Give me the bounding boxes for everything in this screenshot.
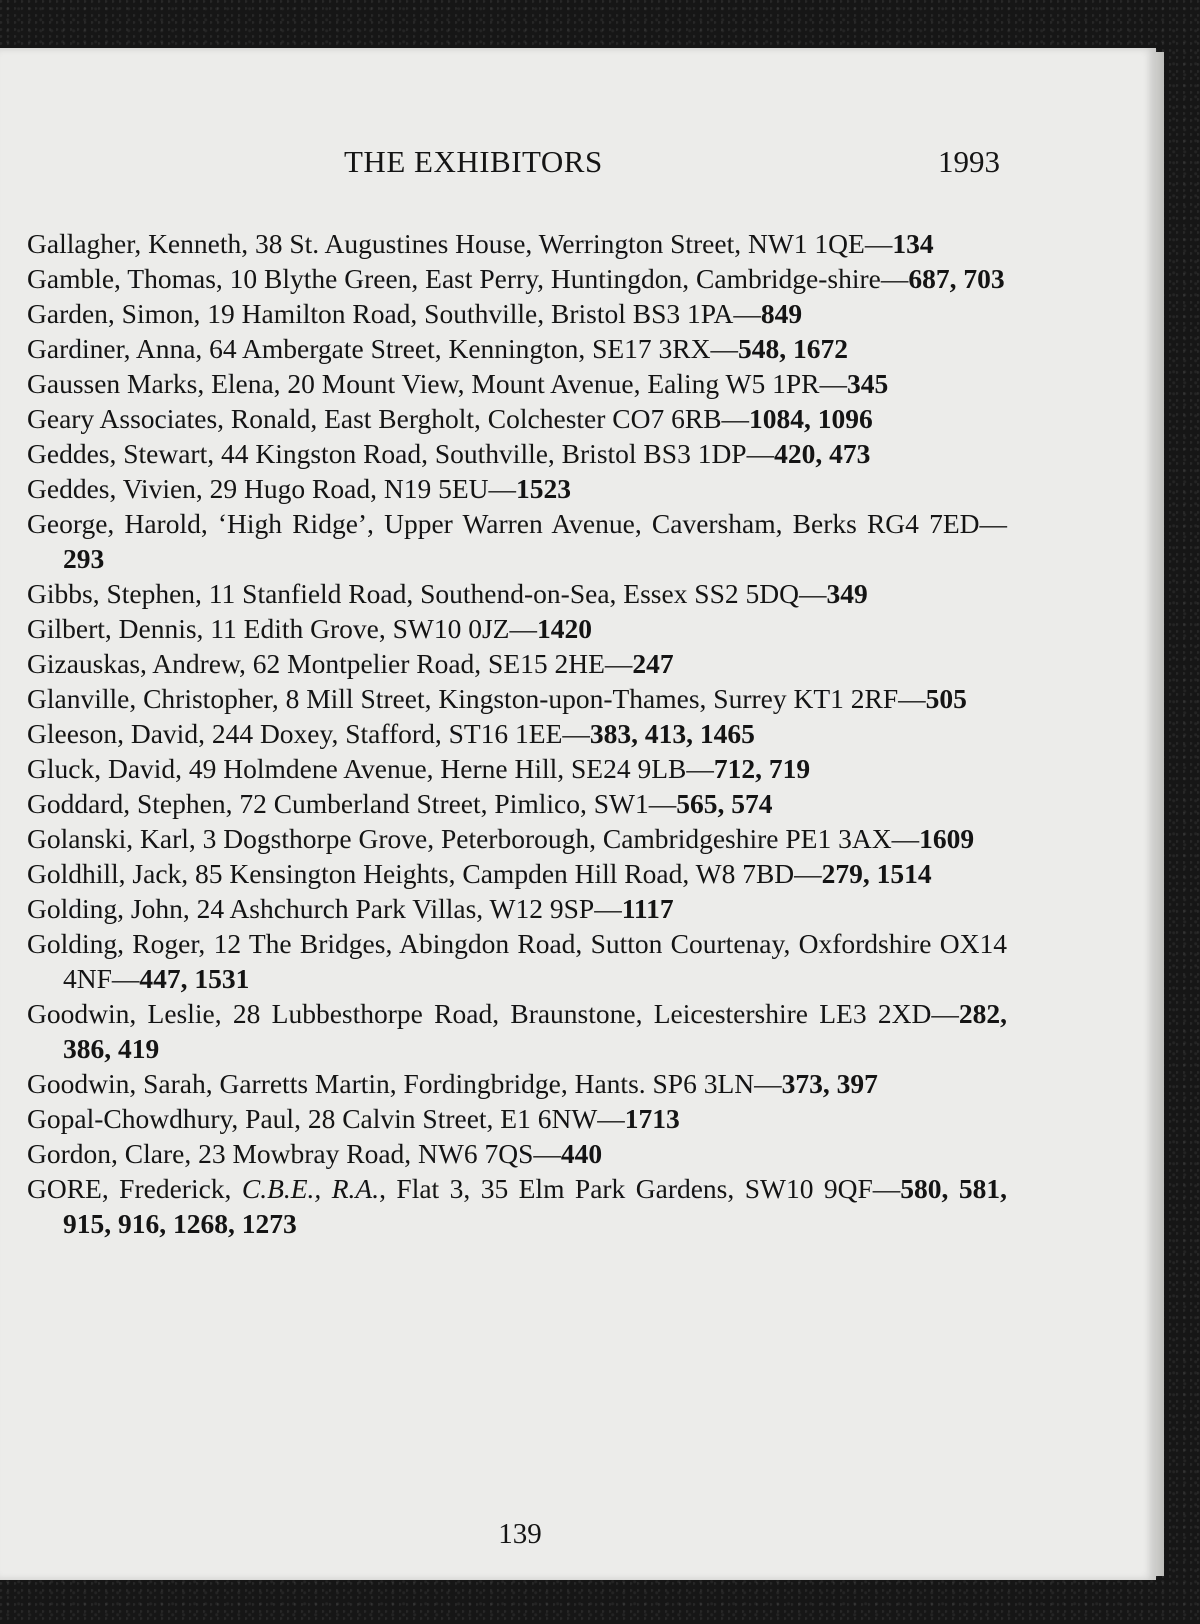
entry-numbers: 712, 719 xyxy=(713,753,811,784)
exhibitor-entry xyxy=(27,366,1007,401)
exhibitor-entry xyxy=(27,471,1007,506)
entry-numbers: 548, 1672 xyxy=(738,333,848,364)
book-page xyxy=(0,48,1156,1580)
entry-text: Geddes, Stewart, 44 Kingston Road, Southville, Bristol BS3 1DP— xyxy=(27,438,775,469)
entry-numbers: 383, 413, 1465 xyxy=(589,718,755,749)
exhibitor-entry xyxy=(27,226,1007,261)
exhibitor-entry xyxy=(27,646,1007,681)
entry-text: Gallagher, Kenneth, 38 St. Augustines House, Werrington Street, NW1 1QE— xyxy=(27,228,893,259)
page-number: 139 xyxy=(498,1518,542,1550)
entry-honours: C.B.E., R.A. xyxy=(241,1173,380,1204)
entry-text: Gluck, David, 49 Holmdene Avenue, Herne Hill, SE24 9LB— xyxy=(27,753,714,784)
exhibitor-entry xyxy=(27,331,1007,366)
exhibitor-entry xyxy=(27,751,1007,786)
entry-numbers: 282, 386, 419 xyxy=(63,998,1007,1064)
exhibitor-entry xyxy=(27,1101,1007,1136)
exhibitor-entry xyxy=(27,506,1007,576)
entry-text: Golding, John, 24 Ashchurch Park Villas, W12 9SP— xyxy=(27,893,622,924)
exhibitor-list xyxy=(27,226,1007,1241)
exhibitor-entry xyxy=(27,821,1007,856)
entry-numbers: 687, 703 xyxy=(908,263,1005,294)
entry-numbers: 440 xyxy=(560,1138,603,1169)
entry-numbers: 565, 574 xyxy=(676,788,773,819)
header-year: 1993 xyxy=(938,144,1000,179)
entry-numbers: 580, 581, 915, 916, 1268, 1273 xyxy=(63,1173,1007,1239)
entry-text: George, Harold, ‘High Ridge’, Upper Warren Avenue, Caversham, Berks RG4 7ED— xyxy=(27,508,1007,539)
entry-numbers: 373, 397 xyxy=(781,1068,878,1099)
header-title: THE EXHIBITORS xyxy=(344,144,603,179)
exhibitor-entry xyxy=(27,716,1007,751)
exhibitor-entry-gore xyxy=(27,1171,1007,1241)
entry-text: Goldhill, Jack, 85 Kensington Heights, Campden Hill Road, W8 7BD— xyxy=(27,858,822,889)
exhibitor-entry xyxy=(27,401,1007,436)
entry-text: Gleeson, David, 244 Doxey, Stafford, ST16 1EE— xyxy=(27,718,590,749)
entry-text: Geary Associates, Ronald, East Bergholt, Colchester CO7 6RB— xyxy=(27,403,750,434)
entry-numbers: 1609 xyxy=(919,823,975,854)
exhibitor-entry xyxy=(27,1136,1007,1171)
entry-numbers: 345 xyxy=(846,368,889,399)
entry-numbers: 447, 1531 xyxy=(139,963,250,994)
entry-numbers: 1117 xyxy=(621,893,674,924)
exhibitor-entry xyxy=(27,891,1007,926)
entry-numbers: 1523 xyxy=(515,473,571,504)
entry-numbers: 247 xyxy=(632,648,674,679)
entry-numbers: 1084, 1096 xyxy=(749,403,873,434)
running-header xyxy=(0,144,1156,184)
entry-text: Gilbert, Dennis, 11 Edith Grove, SW10 0JZ— xyxy=(27,613,537,644)
entry-text: Geddes, Vivien, 29 Hugo Road, N19 5EU— xyxy=(27,473,516,504)
exhibitor-entry xyxy=(27,261,1007,296)
entry-numbers: 279, 1514 xyxy=(821,858,932,889)
exhibitor-entry xyxy=(27,1066,1007,1101)
exhibitor-entry xyxy=(27,576,1007,611)
entry-text: Gardiner, Anna, 64 Ambergate Street, Kennington, SE17 3RX— xyxy=(27,333,738,364)
exhibitor-entry xyxy=(27,436,1007,471)
entry-text: Gopal-Chowdhury, Paul, 28 Calvin Street, E1 6NW— xyxy=(27,1103,625,1134)
entry-text: Goddard, Stephen, 72 Cumberland Street, Pimlico, SW1— xyxy=(27,788,677,819)
entry-numbers: 1713 xyxy=(624,1103,680,1134)
entry-address: , Flat 3, 35 Elm Park Gardens, SW10 9QF— xyxy=(379,1173,901,1204)
entry-text: Gamble, Thomas, 10 Blythe Green, East Perry, Huntingdon, Cambridge-shire— xyxy=(27,263,909,294)
entry-numbers: 349 xyxy=(826,578,868,609)
entry-text: Golding, Roger, 12 The Bridges, Abingdon Road, Sutton Courtenay, Oxfordshire OX14 4NF— xyxy=(27,928,1007,994)
entry-text: Gordon, Clare, 23 Mowbray Road, NW6 7QS— xyxy=(27,1138,561,1169)
exhibitor-entry xyxy=(27,681,1007,716)
entry-name: GORE, Frederick, xyxy=(27,1173,242,1204)
entry-numbers: 849 xyxy=(760,298,803,329)
exhibitor-entry xyxy=(27,996,1007,1066)
exhibitor-entry xyxy=(27,856,1007,891)
entry-text: Gibbs, Stephen, 11 Stanfield Road, Southend-on-Sea, Essex SS2 5DQ— xyxy=(27,578,827,609)
entry-text: Gaussen Marks, Elena, 20 Mount View, Mount Avenue, Ealing W5 1PR— xyxy=(27,368,847,399)
exhibitor-entry xyxy=(27,296,1007,331)
entry-text: Goodwin, Leslie, 28 Lubbesthorpe Road, Braunstone, Leicestershire LE3 2XD— xyxy=(27,998,959,1029)
exhibitor-entry xyxy=(27,786,1007,821)
entry-text: Gizauskas, Andrew, 62 Montpelier Road, SE15 2HE— xyxy=(27,648,633,679)
entry-text: Glanville, Christopher, 8 Mill Street, Kingston-upon-Thames, Surrey KT1 2RF— xyxy=(27,683,926,714)
entry-text: Golanski, Karl, 3 Dogsthorpe Grove, Peterborough, Cambridgeshire PE1 3AX— xyxy=(27,823,920,854)
entry-text: Goodwin, Sarah, Garretts Martin, Fordingbridge, Hants. SP6 3LN— xyxy=(27,1068,782,1099)
entry-numbers: 134 xyxy=(892,228,934,259)
entry-numbers: 505 xyxy=(925,683,967,714)
entry-numbers: 420, 473 xyxy=(774,438,871,469)
exhibitor-entry xyxy=(27,611,1007,646)
entry-text: Garden, Simon, 19 Hamilton Road, Southville, Bristol BS3 1PA— xyxy=(27,298,761,329)
entry-numbers: 1420 xyxy=(536,613,592,644)
entry-numbers: 293 xyxy=(63,543,105,574)
exhibitor-entry xyxy=(27,926,1007,996)
